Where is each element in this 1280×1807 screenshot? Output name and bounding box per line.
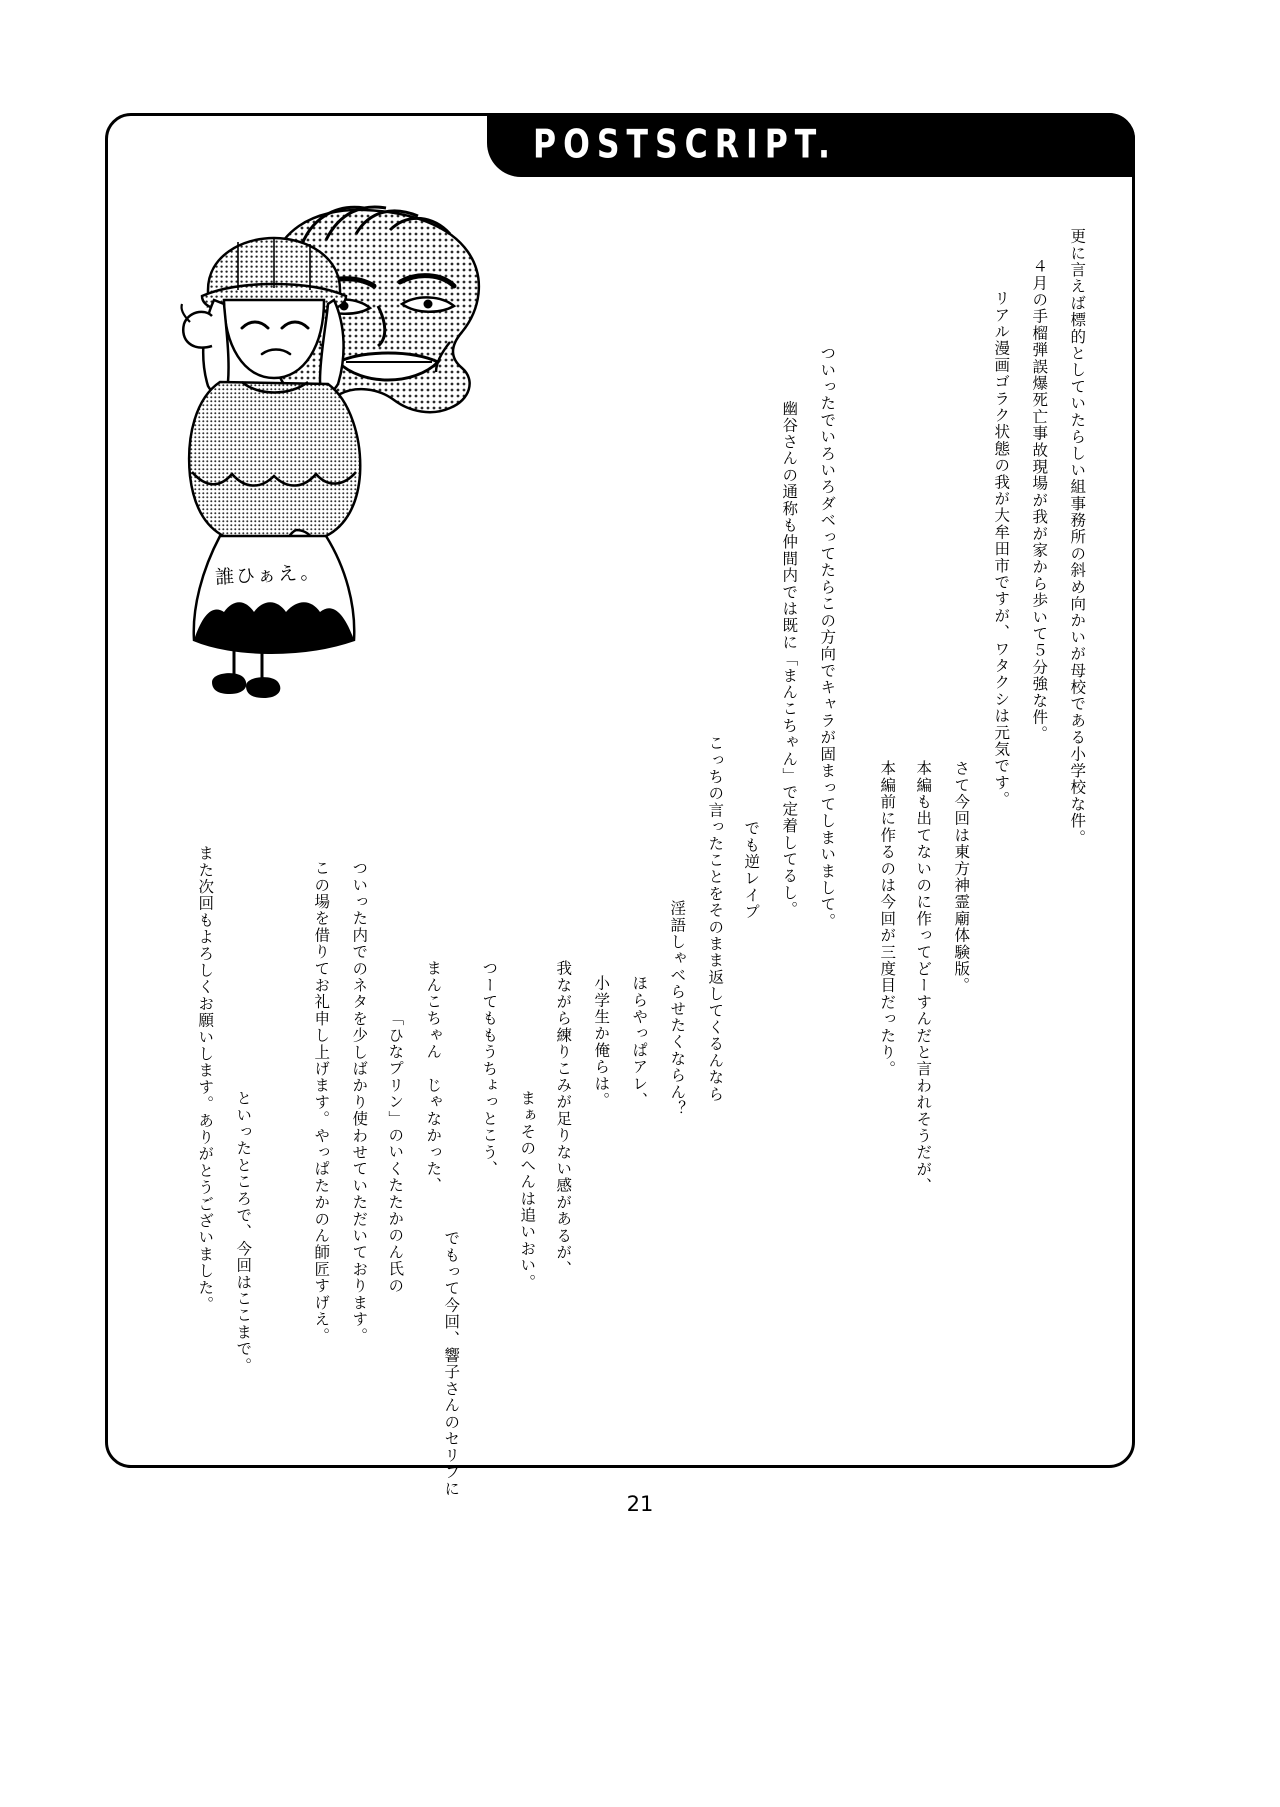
text-column-14: 我ながら練りこみが足りない感があるが、 xyxy=(554,960,573,1278)
text-column-9: でも逆レイプ xyxy=(742,820,761,921)
text-column-19: でもって今回、響子さんのセリフに xyxy=(442,1230,461,1498)
text-column-7: ついったでいろいろダベってたらこの方向でキャラが固まってしまいまして。 xyxy=(818,345,837,930)
text-column-12: ほらやっぱアレ、 xyxy=(630,975,649,1109)
text-column-3: リアル漫画ゴラク状態の我が大牟田市ですが、ワタクシは元気です。 xyxy=(992,290,1011,808)
text-column-11: 淫語しゃべらせたくならん？ xyxy=(668,900,687,1118)
text-column-20: ついった内でのネタを少しばかり使わせていただいております。 xyxy=(350,860,369,1345)
illustration xyxy=(150,100,510,720)
text-column-23: といったところで、今回はここまで。 xyxy=(234,1090,253,1374)
text-column-6: 本編前に作るのは今回が三度目だったり。 xyxy=(878,760,897,1078)
text-column-4: さて今回は東方神霊廟体験版。 xyxy=(952,760,971,994)
text-column-5: 本編も出てないのに作ってどーすんだと言われそうだが、 xyxy=(914,760,933,1195)
postscript-title-banner xyxy=(487,113,1135,177)
character-illustration-svg xyxy=(150,100,510,720)
text-column-21: この場を借りてお礼申し上げます。やっぱたかのん師匠すげえ。 xyxy=(312,860,331,1345)
text-column-17: まんこちゃん じゃなかった、 xyxy=(424,960,443,1194)
page-title: POSTSCRIPT. xyxy=(533,122,837,168)
text-column-22: また次回もよろしくお願いします。ありがとうございました。 xyxy=(196,845,215,1313)
text-column-15: まぁそのへんは追いおい。 xyxy=(518,1090,537,1291)
text-column-16: つーてももうちょっとこう、 xyxy=(480,960,499,1178)
page-number: 21 xyxy=(626,1492,654,1516)
text-column-2: ４月の手榴弾誤爆死亡事故現場が我が家から歩いて５分強な件。 xyxy=(1030,258,1049,743)
text-column-1: 更に言えば標的としていたらしい組事務所の斜め向かいが母校である小学校な件。 xyxy=(1068,228,1087,846)
text-column-10: こっちの言ったことをそのまま返してくるんなら xyxy=(706,735,725,1103)
illustration-caption: 誰ひぁえ。 xyxy=(214,561,322,589)
text-column-18: 「ひなプリン」のいくたたかのん氏の xyxy=(386,1010,405,1294)
girl-character-icon xyxy=(181,238,360,698)
text-column-13: 小学生か俺らは。 xyxy=(592,975,611,1109)
text-column-8: 幽谷さんの通称も仲間内では既に「まんこちゃん」で定着してるし。 xyxy=(780,400,799,918)
